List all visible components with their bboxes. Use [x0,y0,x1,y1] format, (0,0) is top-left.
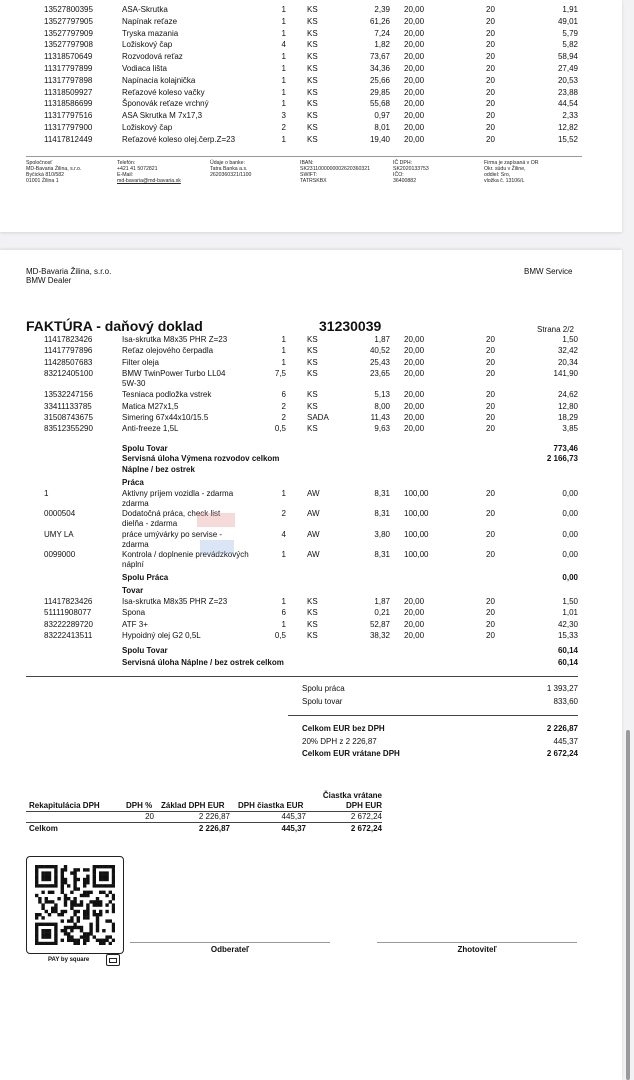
cell-code: 13527800395 [44,5,93,14]
scrollbar[interactable] [626,730,630,1080]
divider [26,676,578,677]
cell-total: 23,88 [557,87,578,97]
cell-desc: Šponovák reťaze vrchný [122,99,209,109]
cell-desc-line2: zdarma [122,499,149,508]
cell-unit: AW [307,549,320,559]
cell-vat: 20 [486,412,495,422]
cell-total: 49,01 [557,16,578,26]
qr-frame [26,856,124,954]
cell-vat: 20 [486,489,495,498]
company-name: MD-Bavaria Žilina, s.r.o. [26,267,112,276]
cell-total: 20,34 [557,357,578,367]
cell-desc: Simering 67x44x10/15.5 [122,412,209,422]
spolu-tovar-2-value: 60,14 [557,646,578,655]
cell-desc: ATF 3+ [122,619,148,629]
spolu-tovar-2-label: Spolu Tovar [122,646,168,655]
cell-price: 9,63 [374,424,390,434]
cell-total: 12,80 [557,401,578,411]
wallet-icon [106,954,120,966]
cell-qty: 1 [281,5,286,14]
cell-disc: 20,00 [404,111,425,121]
pay-by-square-label: PAY by square [48,957,90,963]
cell-desc: Isa-skrutka M8x35 PHR Z=23 [122,597,228,606]
cell-desc: Ložiskový čap [122,123,173,132]
cell-vat: 20 [486,509,495,519]
cell-disc: 20,00 [404,5,425,14]
service-task-total-value: 2 166,73 [546,454,578,463]
cell-qty: 2 [281,509,286,519]
cell-desc: Anti-freeze 1,5L [122,424,179,434]
spolu-tovar-total: 833,60 [553,697,578,706]
page-indicator: Strana 2/2 [537,325,574,334]
divider [288,715,578,716]
cell-desc: Spona [122,608,146,618]
cell-desc: Reťazové koleso olej.čerp.Z=23 [122,134,236,144]
cell-vat: 20 [486,75,495,85]
cell-qty: 7,5 [274,368,286,378]
cell-code: 11317797516 [44,111,93,121]
cell-vat: 20 [486,52,495,62]
cell-qty: 1 [281,597,286,606]
cell-price: 11,43 [370,412,390,422]
cell-vat: 20 [486,619,495,629]
cell-unit: KS [307,390,318,400]
cell-price: 0,97 [374,111,390,121]
cell-disc: 20,00 [404,134,425,144]
cell-total: 42,30 [557,619,578,629]
cell-unit: AW [307,489,320,498]
cell-unit: SADA [307,412,329,422]
cell-price: 1,87 [374,335,390,344]
spolu-praca-value: 0,00 [562,573,578,582]
cell-total: 58,94 [557,52,578,62]
cell-price: 52,87 [369,619,390,629]
cell-code: 11417823426 [44,597,93,606]
cell-price: 19,40 [369,134,390,144]
cell-desc: Matica M27x1,5 [122,401,179,411]
cell-vat: 20 [486,549,495,559]
cell-disc: 20,00 [404,87,425,97]
cell-disc: 20,00 [404,608,425,618]
cell-disc: 20,00 [404,597,425,606]
cell-qty: 1 [281,489,286,498]
cell-total: 0,00 [562,509,578,519]
qr-code-icon [35,865,115,945]
cell-code: 51111908077 [44,608,92,618]
cell-price: 61,26 [369,16,390,26]
cell-price: 40,52 [369,346,390,356]
cell-vat: 20 [486,390,495,400]
service-task-2-label: Servisná úloha Náplne / bez ostrek celkom [122,658,284,667]
cell-unit: KS [307,28,318,38]
signature-customer-label: Odberateľ [210,945,250,954]
invoice-page-1: 13527800395 ASA-Skrutka 1 KS 2,39 20,00 20 1,91 13527797905 Napínak reťaze 1 KS 61,26 20,00 20 49,01 13527797909 Tryska mazania 1 KS 7,24 20,00 20 5,79 13527797908 Ložiskový čap 4 KS 1,82 20,00 20 5,82 11318570649 Rozvodová reťaz 1 KS 73,67 20,00 20 58,94 11317797899 Vodiaca lišta 1 KS 34,36 20,00 20 27,49 11317797898 Napínacia kolajnička 1 KS 25,66 20,00 20 20,53 11318509927 Reťazové koleso vačky 1 KS 29,85 20,00 20 23,88 11318586699 Šponovák reťaze vrchný 1 KS 55,68 20,00 20 44,54 11317797516 ASA Skrutka M 7x17,3 3 KS 0,97 20,00 20 2,33 11317797900 Ložiskový čap 2 KS 8,01 20,00 20 12,82 11417812449 Reťazové koleso olej.čerp.Z=23 1 KS 19,40 20,00 20 15,52 Spoločnosť MD-Bavaria Žilina, s.r.o. Byčická 810/582 01001 Žilina 1 Telefón: +421 41 5072821 E-Mail: md-bavaria@md-bavaria.sk Údaje o banke: Tatra Banka a.s. 2620360321/1100 IBAN: SK2311000000002620360321 SWIFT: TATRSKBX IČ DPH: SK2020133753 IČO: 36400882 Firma je zapísaná v OR Okr. súdu v Žiline, oddiel: Sro, vložka č. 13106/L [0,0,622,232]
cell-unit: KS [307,608,318,618]
cell-disc: 20,00 [404,28,425,38]
cell-total: 141,90 [553,368,578,378]
cell-disc: 20,00 [404,75,425,85]
cell-qty: 0,5 [274,424,286,434]
cell-unit: KS [307,75,318,85]
cell-vat: 20 [486,28,495,38]
cell-desc: Napínacia kolajnička [122,75,196,85]
cell-desc: Tryska mazania [122,28,179,38]
cell-desc: Filter oleja [122,357,159,367]
cell-price: 8,31 [374,549,390,559]
spolu-tovar-label: Spolu Tovar [122,444,168,453]
cell-total: 1,50 [562,597,578,606]
cell-disc: 20,00 [404,64,425,73]
cell-disc: 20,00 [404,424,425,434]
cell-qty: 2 [281,123,286,132]
cell-code: 13527797905 [44,16,93,26]
cell-code: 11318570649 [44,52,93,62]
cell-code: 11317797899 [44,64,93,73]
recap-header-pct: DPH % [126,801,153,810]
cell-qty: 1 [281,134,286,144]
cell-disc: 20,00 [404,346,425,356]
total-without-vat: 2 226,87 [546,724,578,733]
cell-price: 73,67 [369,52,390,62]
cell-vat: 20 [486,16,495,26]
cell-disc: 20,00 [404,412,425,422]
cell-desc: Aktivny príjem vozidla - zdarma [122,489,234,498]
cell-qty: 1 [281,87,286,97]
cell-price: 29,85 [369,87,390,97]
cell-qty: 1 [281,28,286,38]
recap-total-ret: 2 672,24 [350,824,382,833]
cell-unit: KS [307,87,318,97]
cell-unit: KS [307,630,318,640]
signature-line-contractor [377,942,577,943]
cell-code: 83222413511 [44,630,93,640]
cell-price: 0,21 [374,608,390,618]
cell-vat: 20 [486,64,495,73]
cell-disc: 20,00 [404,630,425,640]
cell-code: 0000504 [44,509,76,519]
cell-total: 32,42 [557,346,578,356]
cell-total: 20,53 [557,75,578,85]
cell-total: 0,00 [562,549,578,559]
cell-total: 12,82 [557,123,578,132]
cell-total: 18,29 [557,412,578,422]
cell-disc: 20,00 [404,40,425,50]
total-with-vat: 2 672,24 [546,749,578,758]
cell-code: UMY LA [44,529,74,539]
cell-qty: 6 [281,608,286,618]
cell-code: 13527797909 [44,28,93,38]
cell-qty: 2 [281,412,286,422]
cell-qty: 0,5 [274,630,286,640]
cell-qty: 1 [281,357,286,367]
invoice-page-2 [0,250,622,1080]
cell-price: 8,01 [374,123,390,132]
cell-unit: KS [307,346,318,356]
cell-desc-line2: dielňa - zdarma [122,519,178,529]
cell-qty: 1 [281,75,286,85]
cell-disc: 20,00 [404,99,425,109]
goods-label: Tovar [122,586,144,595]
invoice-number: 31230039 [319,318,382,334]
cell-unit: KS [307,123,318,132]
cell-vat: 20 [486,401,495,411]
cell-desc: Reťazové koleso vačky [122,87,205,97]
cell-desc: práce umývárky po servise - [122,529,223,539]
cell-price: 3,80 [374,529,390,539]
recap-row-dph: 445,37 [281,812,306,821]
cell-desc: ASA-Skrutka [122,5,168,14]
cell-vat: 20 [486,87,495,97]
watermark-shape [200,540,234,554]
cell-desc: Dodatočná práca, check list [122,509,221,519]
recap-total-base: 2 226,87 [198,824,230,833]
cell-desc: Vodiaca lišta [122,64,167,73]
cell-desc: Hypoidný olej G2 0,5L [122,630,201,640]
group-title: Náplne / bez ostrek [122,465,195,474]
cell-total: 3,85 [562,424,578,434]
recap-row-base: 2 226,87 [198,812,230,821]
cell-vat: 20 [486,134,495,144]
cell-unit: KS [307,16,318,26]
cell-desc-line2: 5W-30 [122,378,146,388]
recap-row-ret: 2 672,24 [350,812,382,821]
recap-header-ret1: Čiastka vrátane [322,791,382,800]
total-with-vat-label: Celkom EUR vrátane DPH [302,749,400,758]
vat-label: 20% DPH z 2 226,87 [302,737,377,746]
cell-qty: 1 [281,16,286,26]
recap-header-dph: DPH čiastka EUR [238,801,304,810]
cell-price: 25,43 [369,357,390,367]
cell-code: 11317797898 [44,75,93,85]
cell-desc: ASA Skrutka M 7x17,3 [122,111,203,121]
divider [26,822,382,823]
spolu-praca-label: Spolu Práca [122,573,169,582]
cell-unit: KS [307,335,318,344]
cell-qty: 1 [281,346,286,356]
cell-total: 0,00 [562,529,578,539]
cell-code: 83512355290 [44,424,93,434]
cell-code: 13527797908 [44,40,93,50]
cell-desc-line2: náplní [122,559,144,569]
cell-desc: BMW TwinPower Turbo LL04 [122,368,226,378]
cell-total: 2,33 [562,111,578,121]
cell-vat: 20 [486,123,495,132]
cell-price: 8,31 [374,509,390,519]
cell-code: 11317797900 [44,123,93,132]
cell-total: 5,82 [562,40,578,50]
cell-unit: AW [307,509,320,519]
cell-price: 55,68 [369,99,390,109]
cell-code: 83222289720 [44,619,93,629]
cell-desc: Tesniaca podložka vstrek [122,390,212,400]
recap-total-label: Celkom [29,824,58,833]
cell-unit: KS [307,597,318,606]
cell-qty: 4 [281,40,286,50]
cell-disc: 20,00 [404,401,425,411]
cell-qty: 1 [281,99,286,109]
cell-unit: KS [307,424,318,434]
spolu-tovar-value: 773,46 [553,444,578,453]
cell-code: 11428507683 [44,357,93,367]
cell-price: 1,82 [374,40,390,50]
cell-total: 1,50 [562,335,578,344]
cell-unit: AW [307,529,320,539]
cell-total: 1,01 [562,608,578,618]
cell-vat: 20 [486,111,495,121]
cell-qty: 1 [281,549,286,559]
cell-vat: 20 [486,346,495,356]
cell-code: 33411133785 [44,401,92,411]
cell-qty: 2 [281,401,286,411]
spolu-praca-total-label: Spolu práca [302,684,345,693]
cell-unit: KS [307,111,318,121]
cell-total: 5,79 [562,28,578,38]
service-task-total-label: Servisná úloha Výmena rozvodov celkom [122,454,280,463]
cell-vat: 20 [486,630,495,640]
cell-code: 11417797896 [44,346,93,356]
cell-desc: Rozvodová reťaz [122,52,183,62]
cell-price: 38,32 [369,630,390,640]
cell-qty: 1 [281,619,286,629]
cell-qty: 6 [281,390,286,400]
cell-total: 15,33 [557,630,578,640]
cell-disc: 20,00 [404,16,425,26]
cell-desc: Kontrola / doplnenie prevádzkových [122,549,249,559]
cell-price: 1,87 [374,597,390,606]
cell-price: 23,65 [369,368,390,378]
cell-desc: Ložiskový čap [122,40,173,50]
recap-header-label: Rekapitulácia DPH [29,801,100,810]
cell-disc: 20,00 [404,335,425,344]
cell-vat: 20 [486,5,495,14]
cell-vat: 20 [486,40,495,50]
cell-unit: KS [307,40,318,50]
cell-code: 11318509927 [44,87,93,97]
cell-price: 34,36 [369,64,390,73]
cell-price: 8,31 [374,489,390,498]
cell-code: 0099000 [44,549,76,559]
cell-price: 25,66 [369,75,390,85]
cell-vat: 20 [486,99,495,109]
cell-qty: 4 [281,529,286,539]
signature-contractor-label: Zhotoviteľ [457,945,497,954]
cell-vat: 20 [486,368,495,378]
cell-total: 44,54 [557,99,578,109]
cell-code: 31508743675 [44,412,93,422]
cell-disc: 20,00 [404,357,425,367]
spolu-praca-total: 1 393,27 [546,684,578,693]
cell-unit: KS [307,357,318,367]
total-without-vat-label: Celkom EUR bez DPH [302,724,385,733]
cell-code: 11318586699 [44,99,93,109]
cell-desc: Reťaz olejového čerpadla [122,346,214,356]
cell-qty: 1 [281,52,286,62]
service-task-2-value: 60,14 [557,658,578,667]
cell-vat: 20 [486,357,495,367]
cell-qty: 3 [281,111,286,121]
watermark-shape [197,513,235,527]
cell-desc: Isa-skrutka M8x35 PHR Z=23 [122,335,228,344]
cell-vat: 20 [486,597,495,606]
signature-line-customer [130,942,330,943]
cell-desc: Napínak reťaze [122,16,178,26]
cell-code: 83212405100 [44,368,93,378]
cell-total: 1,91 [562,5,578,14]
recap-row-pct: 20 [145,812,154,821]
service-label: BMW Service [524,267,573,276]
cell-qty: 1 [281,64,286,73]
cell-unit: KS [307,401,318,411]
cell-desc-line2: zdarma [122,539,149,549]
cell-disc: 100,00 [404,509,429,519]
cell-unit: KS [307,5,318,14]
cell-unit: KS [307,134,318,144]
cell-code: 11417812449 [44,134,93,144]
cell-vat: 20 [486,424,495,434]
cell-code: 13532247156 [44,390,93,400]
cell-disc: 100,00 [404,549,429,559]
cell-qty: 1 [281,335,286,344]
cell-vat: 20 [486,335,495,344]
cell-total: 27,49 [557,64,578,73]
cell-disc: 20,00 [404,52,425,62]
cell-price: 5,13 [374,390,390,400]
recap-header-base: Základ DPH EUR [161,801,225,810]
footer-divider [26,156,582,157]
vat-amount: 445,37 [553,737,578,746]
cell-disc: 100,00 [404,489,429,498]
cell-price: 8,00 [374,401,390,411]
spolu-tovar-total-label: Spolu tovar [302,697,343,706]
cell-disc: 100,00 [404,529,429,539]
cell-price: 2,39 [374,5,390,14]
cell-unit: KS [307,52,318,62]
cell-disc: 20,00 [404,123,425,132]
cell-disc: 20,00 [404,390,425,400]
invoice-title: FAKTÚRA - daňový doklad [26,318,203,334]
cell-disc: 20,00 [404,368,425,378]
group-work-label: Práca [122,478,144,487]
cell-price: 7,24 [374,28,390,38]
cell-unit: KS [307,99,318,109]
cell-unit: KS [307,368,318,378]
cell-unit: KS [307,619,318,629]
cell-vat: 20 [486,608,495,618]
cell-total: 15,52 [557,134,578,144]
recap-total-dph: 445,37 [281,824,306,833]
cell-total: 24,62 [557,390,578,400]
cell-code: 11417823426 [44,335,93,344]
cell-code: 1 [44,489,49,498]
cell-disc: 20,00 [404,619,425,629]
recap-header-ret2: DPH EUR [345,801,382,810]
cell-unit: KS [307,64,318,73]
cell-vat: 20 [486,529,495,539]
cell-total: 0,00 [562,489,578,498]
dealer-label: BMW Dealer [26,276,72,285]
